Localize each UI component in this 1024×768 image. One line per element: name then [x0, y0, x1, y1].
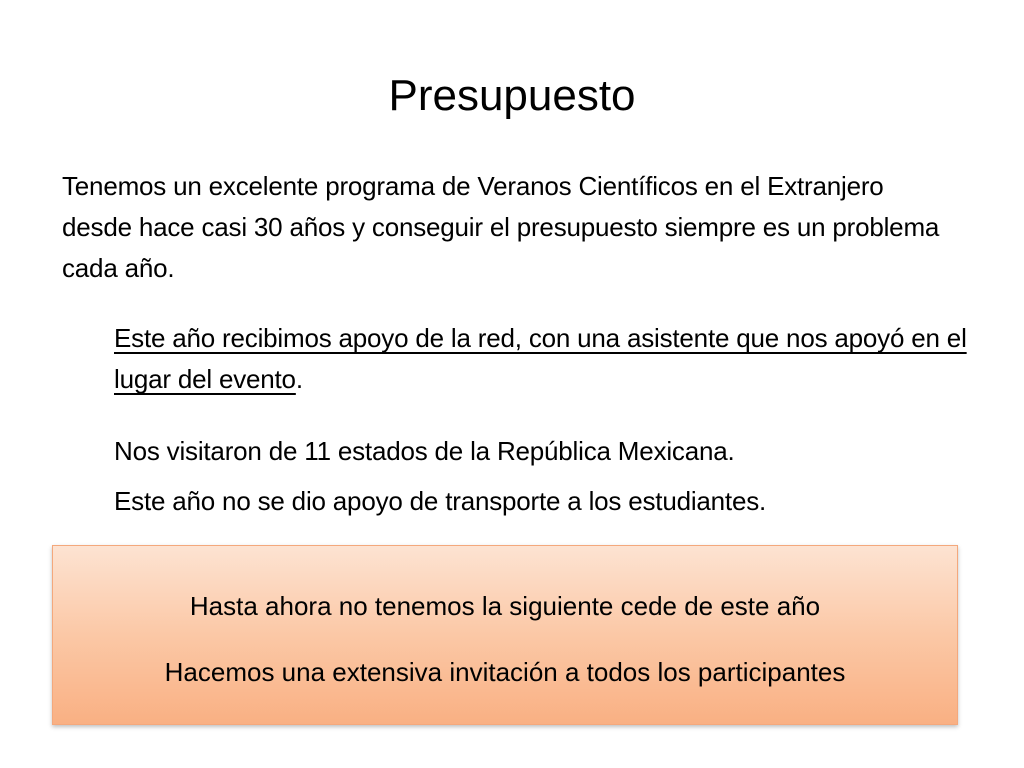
callout-box [52, 545, 958, 725]
paragraph-program: Tenemos un excelente programa de Veranos Científicos en el Extranjero desde hace casi 30 años y conseguir el presupuesto siempre es un problema cada año. [62, 171, 940, 283]
slide-title: Presupuesto [388, 71, 636, 120]
paragraph-transport: Este año no se dio apoyo de transporte a los estudiantes. [114, 486, 767, 516]
support-underlined-text: Este año recibimos apoyo de la red, con una asistente que nos apoyó en el lugar del evento [114, 323, 967, 394]
callout-invitation: Hacemos una extensiva invitación a todos los participantes [164, 657, 846, 687]
paragraph-states: Nos visitaron de 11 estados de la República Mexicana. [114, 436, 735, 466]
support-period: . [295, 364, 303, 394]
paragraph-support [62, 318, 994, 400]
callout-next-venue: Hasta ahora no tenemos la siguiente cede de este año [189, 591, 821, 621]
